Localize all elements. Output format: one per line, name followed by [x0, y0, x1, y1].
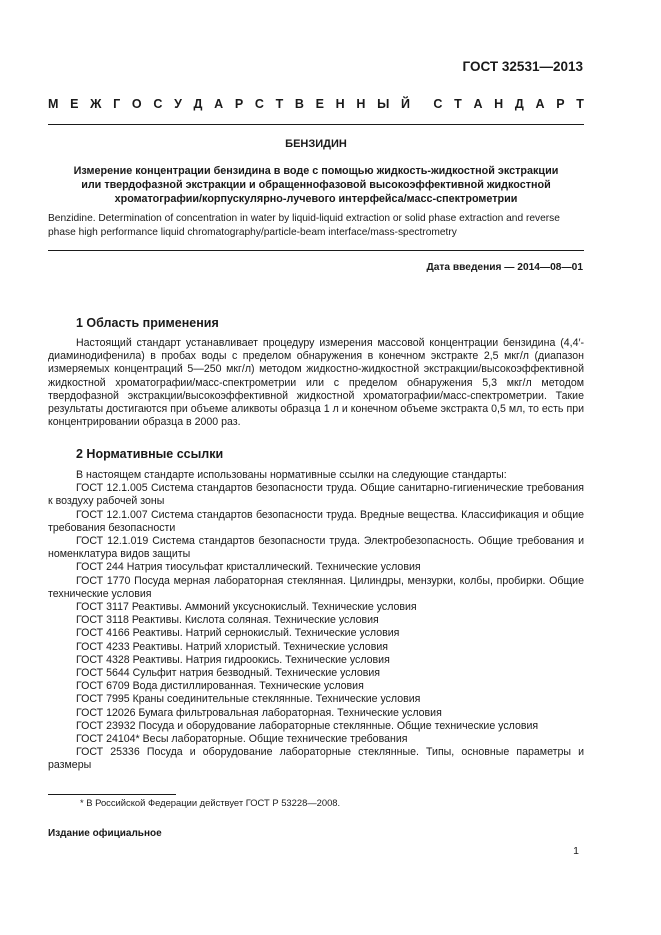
reference-item: ГОСТ 3118 Реактивы. Кислота соляная. Технические условия [76, 614, 379, 627]
reference-item: ГОСТ 12.1.007 Система стандартов безопасности труда. Вредные вещества. Классификация и общие требования безопасности [48, 508, 584, 534]
banner-letter: Д [514, 97, 524, 111]
banner-letter: Н [356, 97, 366, 111]
section-1-heading: 1 Область применения [76, 316, 219, 330]
reference-item: ГОСТ 12026 Бумага фильтровальная лабораторная. Технические условия [76, 706, 442, 719]
references-intro: В настоящем стандарте использованы нормативные ссылки на следующие стандарты: [76, 469, 507, 481]
banner-letter: С [254, 97, 264, 111]
banner-letter: В [294, 97, 304, 111]
reference-item: ГОСТ 7995 Краны соединительные стеклянные. Технические условия [76, 693, 421, 706]
reference-item: ГОСТ 25336 Посуда и оборудование лабораторные стеклянные. Типы, основные параметры и размеры [48, 746, 584, 772]
interstate-standard-banner [48, 97, 584, 111]
banner-letter: Ж [90, 97, 102, 111]
banner-letter: Ы [377, 97, 390, 111]
banner-letter: А [535, 97, 545, 111]
subtitle-line: Измерение концентрации бензидина в воде с помощью жидкость-жидкостной экстракции [73, 165, 559, 177]
reference-item: ГОСТ 12.1.005 Система стандартов безопасности труда. Общие санитарно-гигиенические требования к воздуху рабочей зоны [48, 482, 584, 508]
section-2-heading: 2 Нормативные ссылки [76, 447, 224, 461]
reference-item: ГОСТ 3117 Реактивы. Аммоний уксуснокислый. Технические условия [76, 601, 417, 614]
english-title-line: phase high performance liquid chromatography/particle-beam interface/mass-spectrometry [48, 227, 457, 238]
footnote-divider [48, 794, 176, 795]
reference-item: ГОСТ 24104* Весы лабораторные. Общие технические требования [76, 733, 408, 746]
banner-letter: Т [275, 97, 284, 111]
banner-letter: Е [70, 97, 79, 111]
reference-item: ГОСТ 244 Натрия тиосульфат кристаллический. Технические условия [76, 561, 421, 574]
reference-item: ГОСТ 23932 Посуда и оборудование лабораторные стеклянные. Общие технические условия [76, 719, 539, 732]
subtitle-line: хроматографии/корпускулярно-лучевого интерфейса/масс-спектрометрии [114, 193, 518, 205]
reference-item: ГОСТ 12.1.019 Система стандартов безопасности труда. Электробезопасность. Общие требования и номенклатура видов защиты [48, 535, 584, 561]
divider-top [48, 124, 584, 125]
reference-item: ГОСТ 4328 Реактивы. Натрия гидроокись. Технические условия [76, 653, 390, 666]
divider-middle [48, 250, 584, 251]
banner-letter: М [48, 97, 59, 111]
banner-letter: А [214, 97, 224, 111]
reference-item: ГОСТ 4233 Реактивы. Натрий хлористый. Технические условия [76, 640, 388, 653]
section-1-text: Настоящий стандарт устанавливает процедуру измерения массовой концентрации бензидина (4,4′-диаминодифенила) в пробах воды с пределом обнаружения в конечном экстракте 2,5 мкг/л (диапазон измеряемых концентраций 5—250 мкг/л) методом жидкостно-жидкостной экстракции/высокоэффективной жидкостной хроматографии/масс-спектрометрии или с пределом обнаружения 5,3 мкг/л методом твердофазной экстракции/высокоэффективной жидкостной хроматографии/масс-спектрометрии. Такие результаты достигаются при объеме аликвоты образца 1 л и конечном объеме экстракта 0,5 мл, то есть при концентрировании образца в 2000 раз. [48, 337, 584, 429]
subtitle-line: или твердофазной экстракции и обращеннофазовой высокоэффективной жидкостной [81, 179, 551, 191]
banner-letter: С [153, 97, 163, 111]
banner-letter: О [131, 97, 142, 111]
reference-item: ГОСТ 4166 Реактивы. Натрий сернокислый. Технические условия [76, 627, 400, 640]
document-subtitle [60, 164, 572, 206]
footnote: * В Российской Федерации действует ГОСТ Р 53228—2008. [80, 797, 341, 808]
reference-item: ГОСТ 1770 Посуда мерная лабораторная стеклянная. Цилиндры, мензурки, колбы, пробирки. Общие технические условия [48, 574, 584, 600]
banner-letter: Е [315, 97, 324, 111]
banner-letter: У [174, 97, 182, 111]
reference-item: ГОСТ 5644 Сульфит натрия безводный. Технические условия [76, 667, 381, 680]
banner-letter: А [473, 97, 483, 111]
banner-letter: Д [193, 97, 203, 111]
reference-item: ГОСТ 6709 Вода дистиллированная. Технические условия [76, 680, 364, 693]
introduction-date: Дата введения — 2014—08—01 [426, 262, 583, 273]
banner-letter: Н [335, 97, 345, 111]
banner-letter: С [433, 97, 443, 111]
gost-number: ГОСТ 32531—2013 [462, 59, 583, 74]
english-title [48, 212, 584, 240]
banner-letter: Н [494, 97, 504, 111]
page-number: 1 [573, 845, 579, 857]
banner-letter: Т [454, 97, 462, 111]
official-edition-label: Издание официальное [48, 828, 162, 839]
banner-letter: Г [113, 97, 121, 111]
english-title-line: Benzidine. Determination of concentration in water by liquid-liquid extraction or solid phase extraction and reverse [48, 213, 560, 224]
banner-letter: Р [556, 97, 565, 111]
normative-references [48, 469, 584, 773]
banner-letter: Й [401, 97, 411, 111]
banner-letter: Т [576, 97, 584, 111]
banner-letter: Р [234, 97, 244, 111]
document-title: БЕНЗИДИН [285, 138, 347, 150]
